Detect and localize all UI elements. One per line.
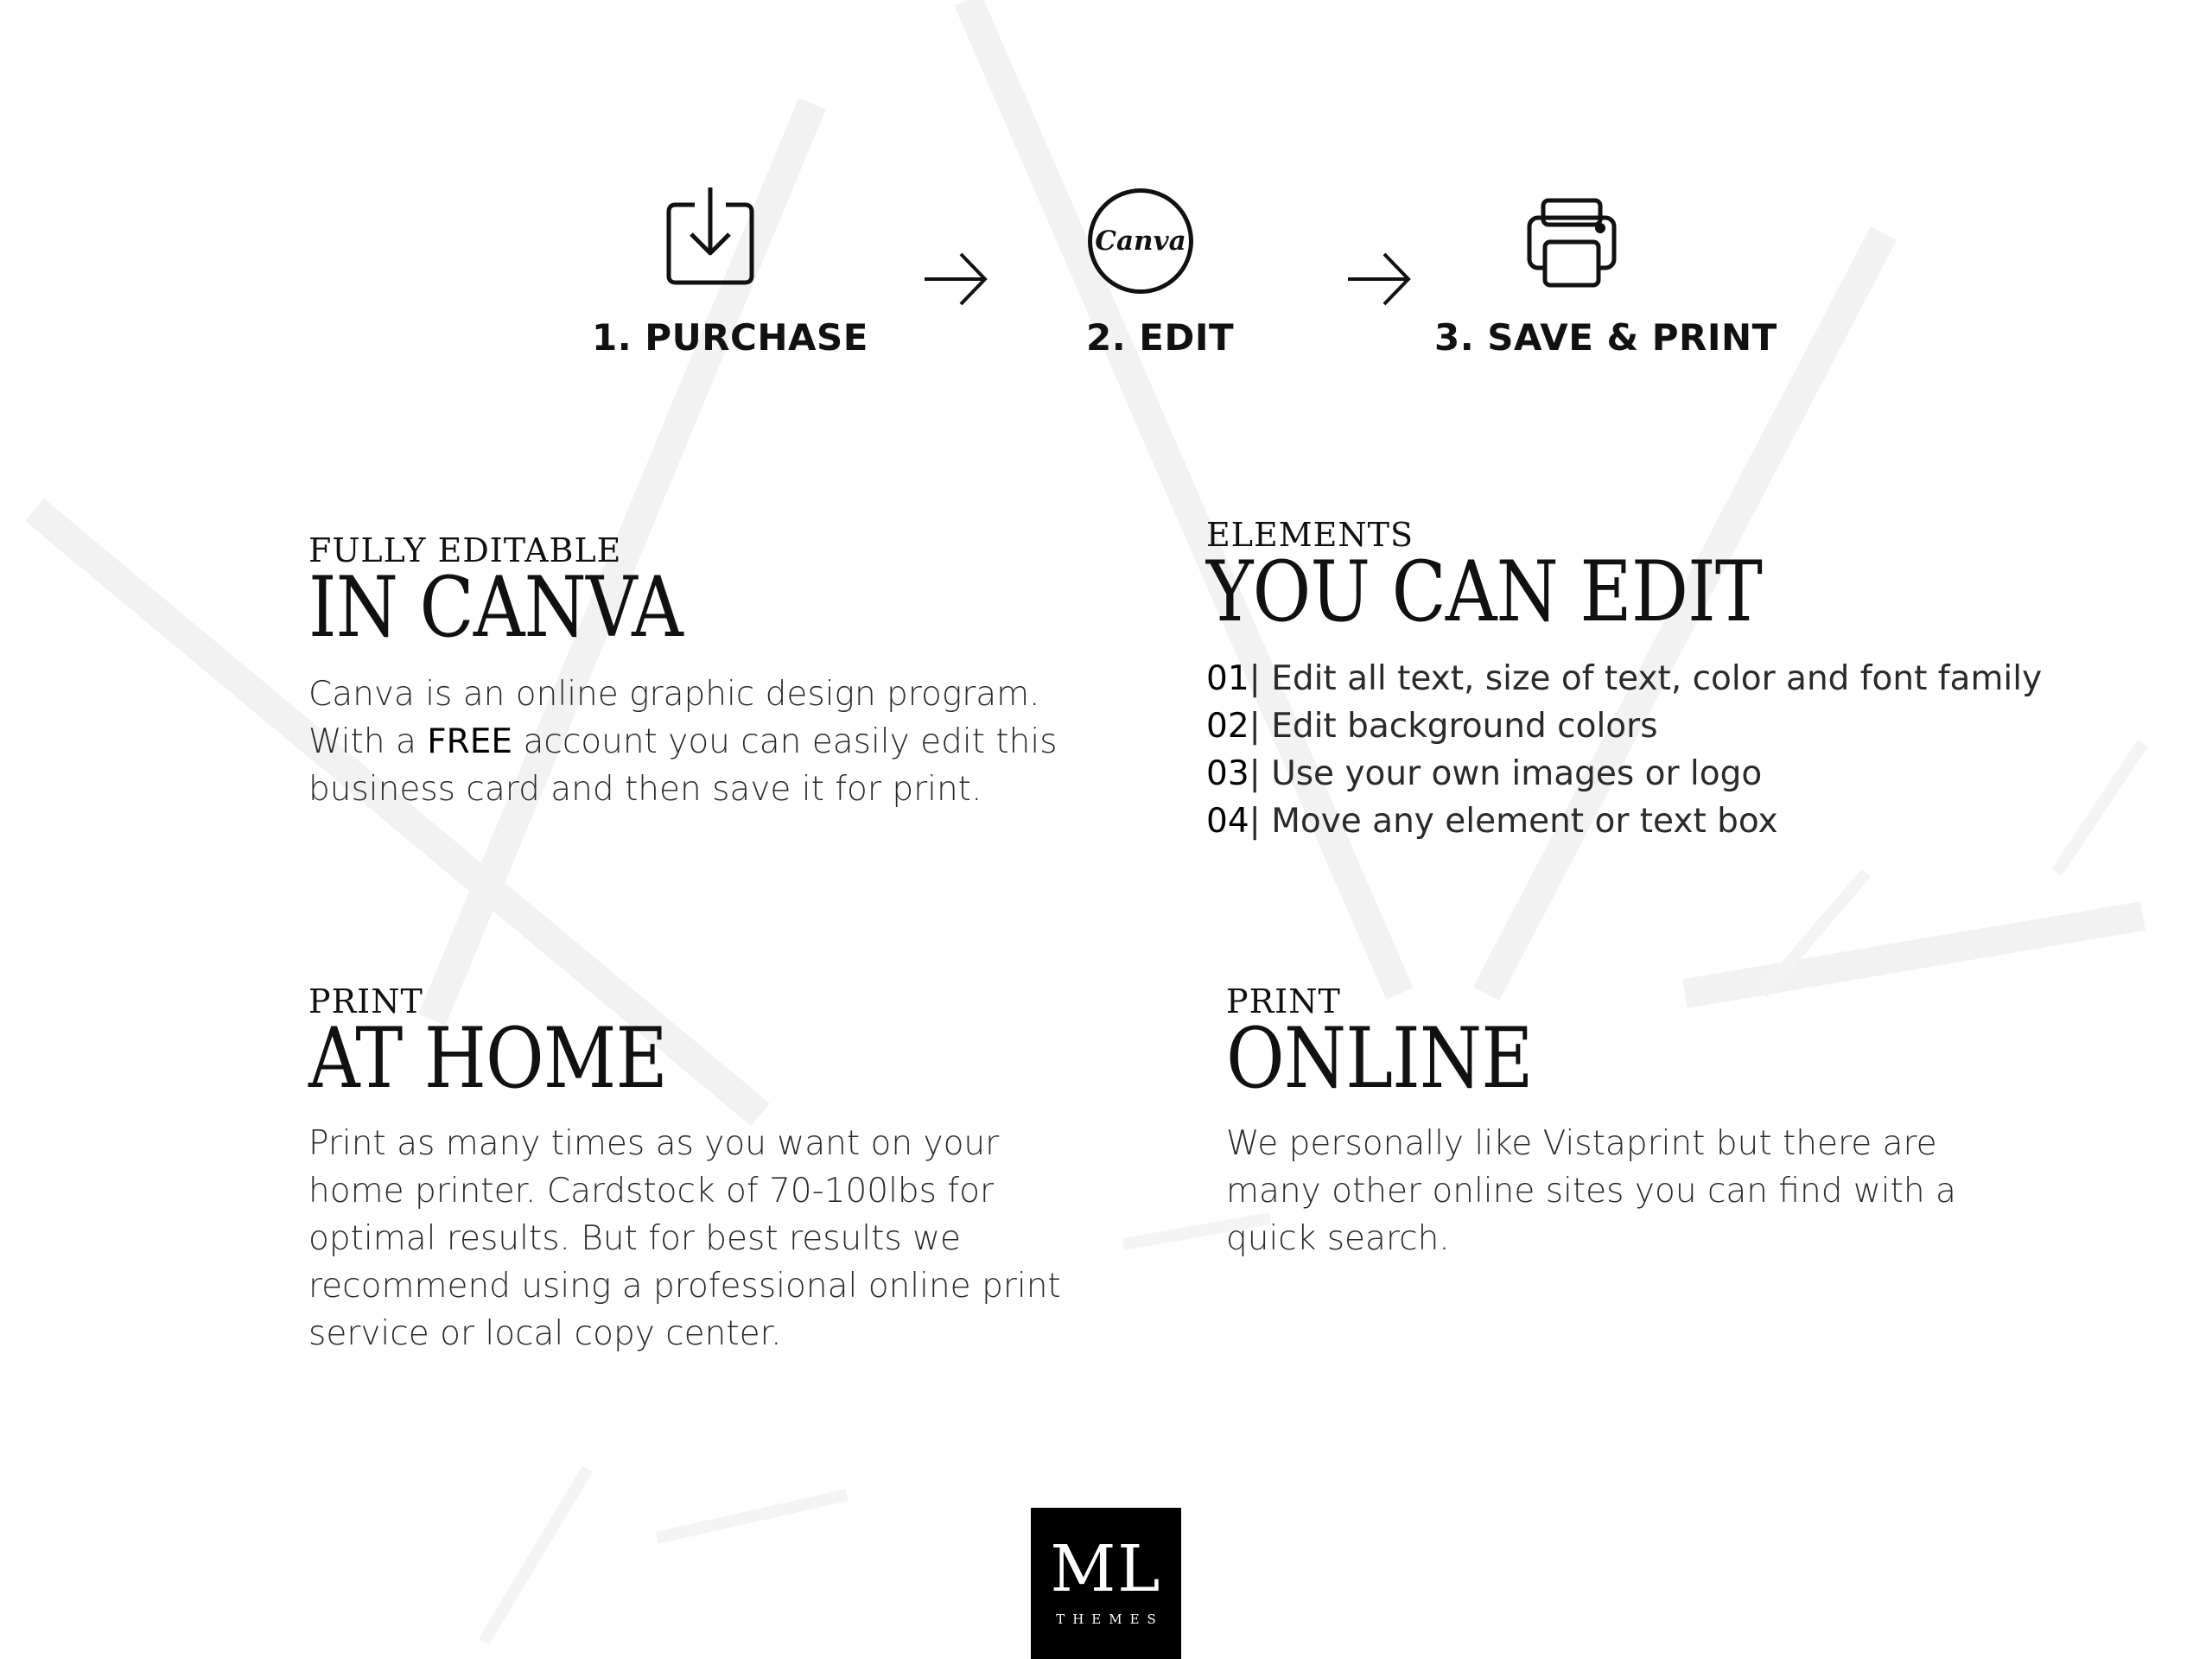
list-item: 04| Move any element or text box	[1206, 802, 1778, 841]
online-kicker: PRINT	[1226, 982, 1341, 1020]
download-tray-icon	[665, 186, 755, 286]
canva-logo-icon	[1088, 188, 1193, 294]
online-heading: ONLINE	[1226, 1010, 1533, 1107]
elements-kicker: ELEMENTS	[1206, 516, 1414, 554]
ml-themes-logo	[1031, 1508, 1181, 1659]
arrow-right-icon	[1346, 251, 1412, 308]
elements-heading: YOU CAN EDIT	[1206, 543, 1763, 640]
step-edit-label: 2. EDIT	[1086, 316, 1235, 359]
online-description: We personally like Vistaprint but there are many other online sites you can find with a quick search.	[1226, 1124, 1956, 1258]
step-purchase-label: 1. PURCHASE	[592, 316, 868, 359]
printer-icon	[1526, 197, 1618, 289]
list-item: 03| Use your own images or logo	[1206, 754, 1763, 793]
home-description: Print as many times as you want on your home printer. Cardstock of 70-100lbs for optimal results. But for best results we recommend using a professional online print service or local copy center.	[308, 1124, 1061, 1353]
step-save-print-label: 3. SAVE & PRINT	[1434, 316, 1777, 359]
canva-kicker: FULLY EDITABLE	[308, 531, 622, 569]
list-item: 02| Edit background colors	[1206, 707, 1658, 746]
list-item: 01| Edit all text, size of text, color and font family	[1206, 659, 2043, 698]
logo-subtitle: THEMES	[1056, 1611, 1164, 1627]
free-emphasis: FREE	[427, 722, 513, 761]
canva-logo-text: Canva	[1095, 226, 1186, 257]
logo-mark: ML	[1050, 1532, 1162, 1606]
canva-description: Canva is an online graphic design program. With a FREE account you can easily edit this business card and then save it for print.	[308, 675, 1058, 809]
home-kicker: PRINT	[308, 982, 423, 1020]
home-heading: AT HOME	[308, 1010, 667, 1107]
arrow-right-icon	[923, 251, 988, 308]
canva-heading: IN CANVA	[308, 559, 683, 656]
editable-elements-list	[1206, 655, 2042, 845]
